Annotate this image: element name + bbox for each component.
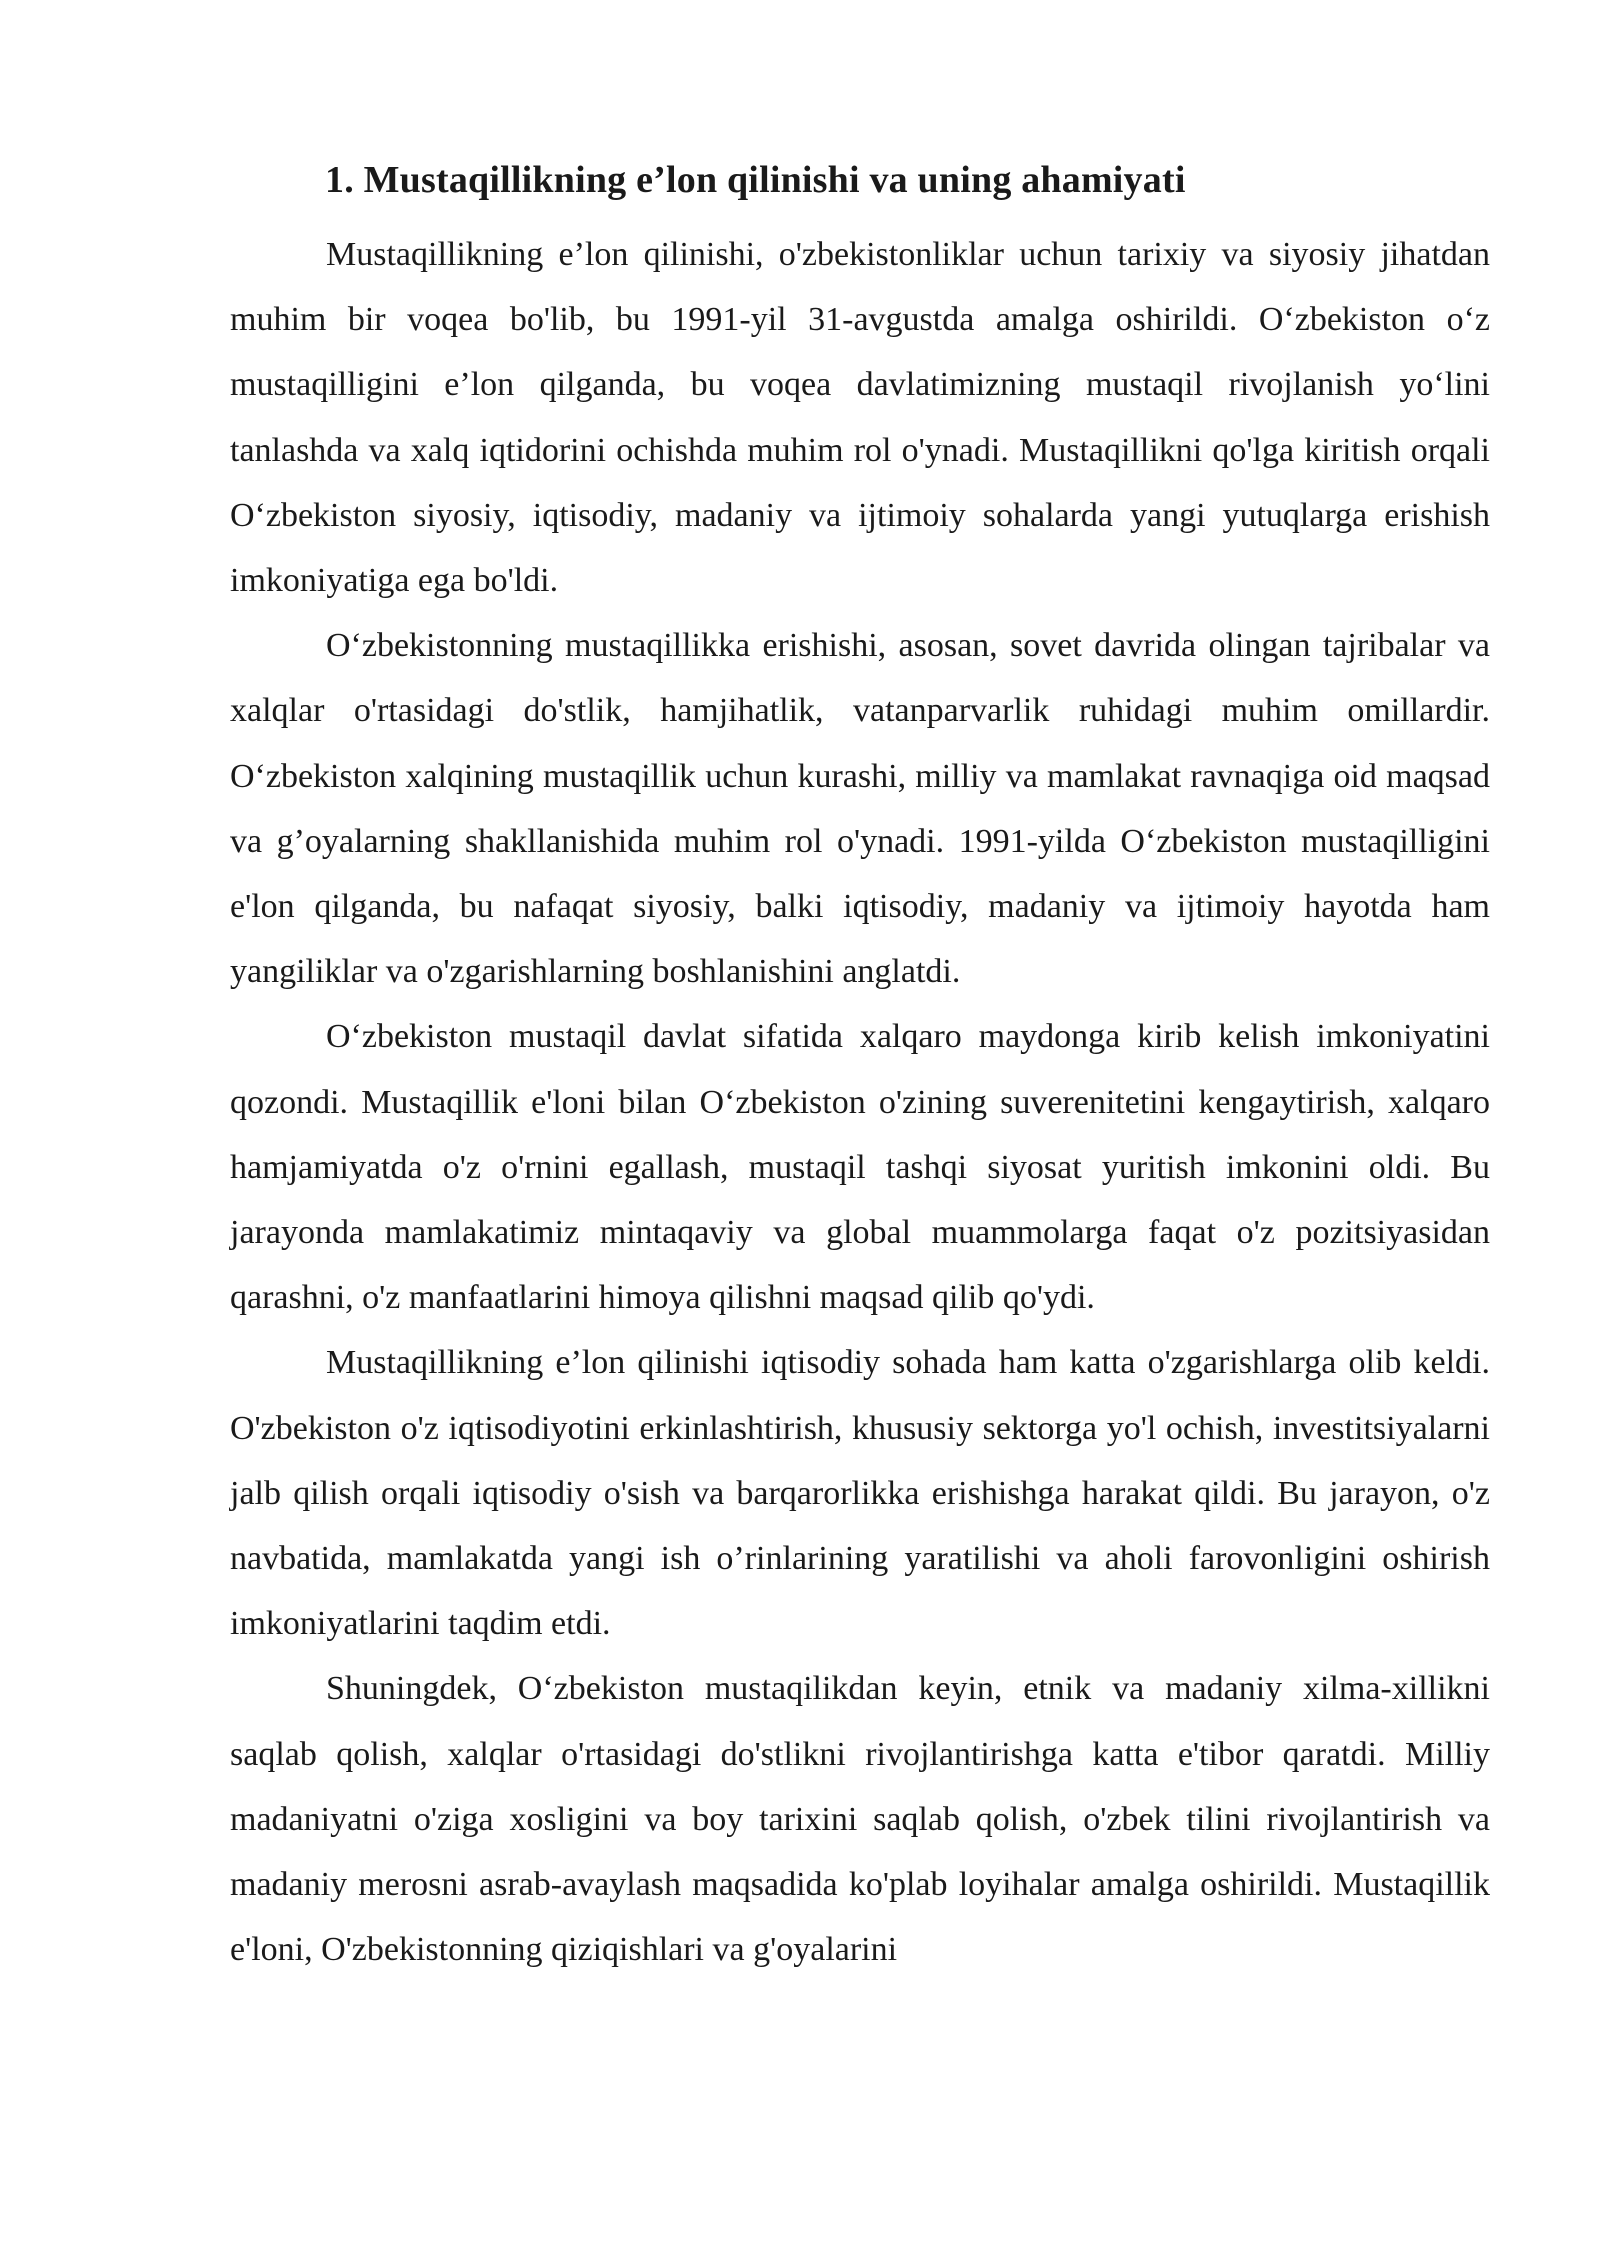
paragraph: O‘zbekistonning mustaqillikka erishishi, asosan, sovet davrida olingan tajribalar va xalqlar o'rtasidagi do'stlik, hamjihatlik, vatanparvarlik ruhidagi muhim omillardir. O‘zbekiston xalqining mustaqillik uchun kurashi, milliy va mamlakat ravnaqiga oid maqsad va g’oyalarning shakllanishida muhim rol o'ynadi. 1991-yilda O‘zbekiston mustaqilligini e'lon qilganda, bu nafaqat siyosiy, balki iqtisodiy, madaniy va ijtimoiy hayotda ham yangiliklar va o'zgarishlarning boshlanishini anglatdi.	[230, 627, 1490, 991]
section-heading: 1. Mustaqillikning e’lon qilinishi va uning ahamiyati	[325, 159, 1186, 201]
paragraph: Mustaqillikning e’lon qilinishi, o'zbekistonliklar uchun tarixiy va siyosiy jihatdan muhim bir voqea bo'lib, bu 1991-yil 31-avgustda amalga oshirildi. O‘zbekiston o‘z mustaqilligini e’lon qilganda, bu voqea davlatimizning mustaqil rivojlanish yo‘lini tanlashda va xalq iqtidorini ochishda muhim rol o'ynadi. Mustaqillikni qo'lga kiritish orqali O‘zbekiston siyosiy, iqtisodiy, madaniy va ijtimoiy sohalarda yangi yutuqlarga erishish imkoniyatiga ega bo'ldi.	[230, 236, 1490, 600]
paragraph: Mustaqillikning e’lon qilinishi iqtisodiy sohada ham katta o'zgarishlarga olib keldi. O'zbekiston o'z iqtisodiyotini erkinlashtirish, khususiy sektorga yo'l ochish, investitsiyalarni jalb qilish orqali iqtisodiy o'sish va barqarorlikka erishishga harakat qildi. Bu jarayon, o'z navbatida, mamlakatda yangi ish o’rinlarining yaratilishi va aholi farovonligini oshirish imkoniyatlarini taqdim etdi.	[230, 1344, 1490, 1643]
paragraph: Shuningdek, O‘zbekiston mustaqilikdan keyin, etnik va madaniy xilma-xillikni saqlab qolish, xalqlar o'rtasidagi do'stlikni rivojlantirishga katta e'tibor qaratdi. Milliy madaniyatni o'ziga xosligini va boy tarixini saqlab qolish, o'zbek tilini rivojlantirish va madaniy merosni asrab-avaylash maqsadida ko'plab loyihalar amalga oshirildi. Mustaqillik e'loni, O'zbekistonning qiziqishlari va g'oyalarini	[230, 1670, 1490, 1969]
paragraph: O‘zbekiston mustaqil davlat sifatida xalqaro maydonga kirib kelish imkoniyatini qozondi. Mustaqillik e'loni bilan O‘zbekiston o'zining suverenitetini kengaytirish, xalqaro hamjamiyatda o'z o'rnini egallash, mustaqil tashqi siyosat yuritish imkonini oldi. Bu jarayonda mamlakatimiz mintaqaviy va global muammolarga faqat o'z pozitsiyasidan qarashni, o'z manfaatlarini himoya qilishni maqsad qilib qo'ydi.	[230, 1018, 1490, 1317]
document-body	[230, 148, 1490, 1982]
